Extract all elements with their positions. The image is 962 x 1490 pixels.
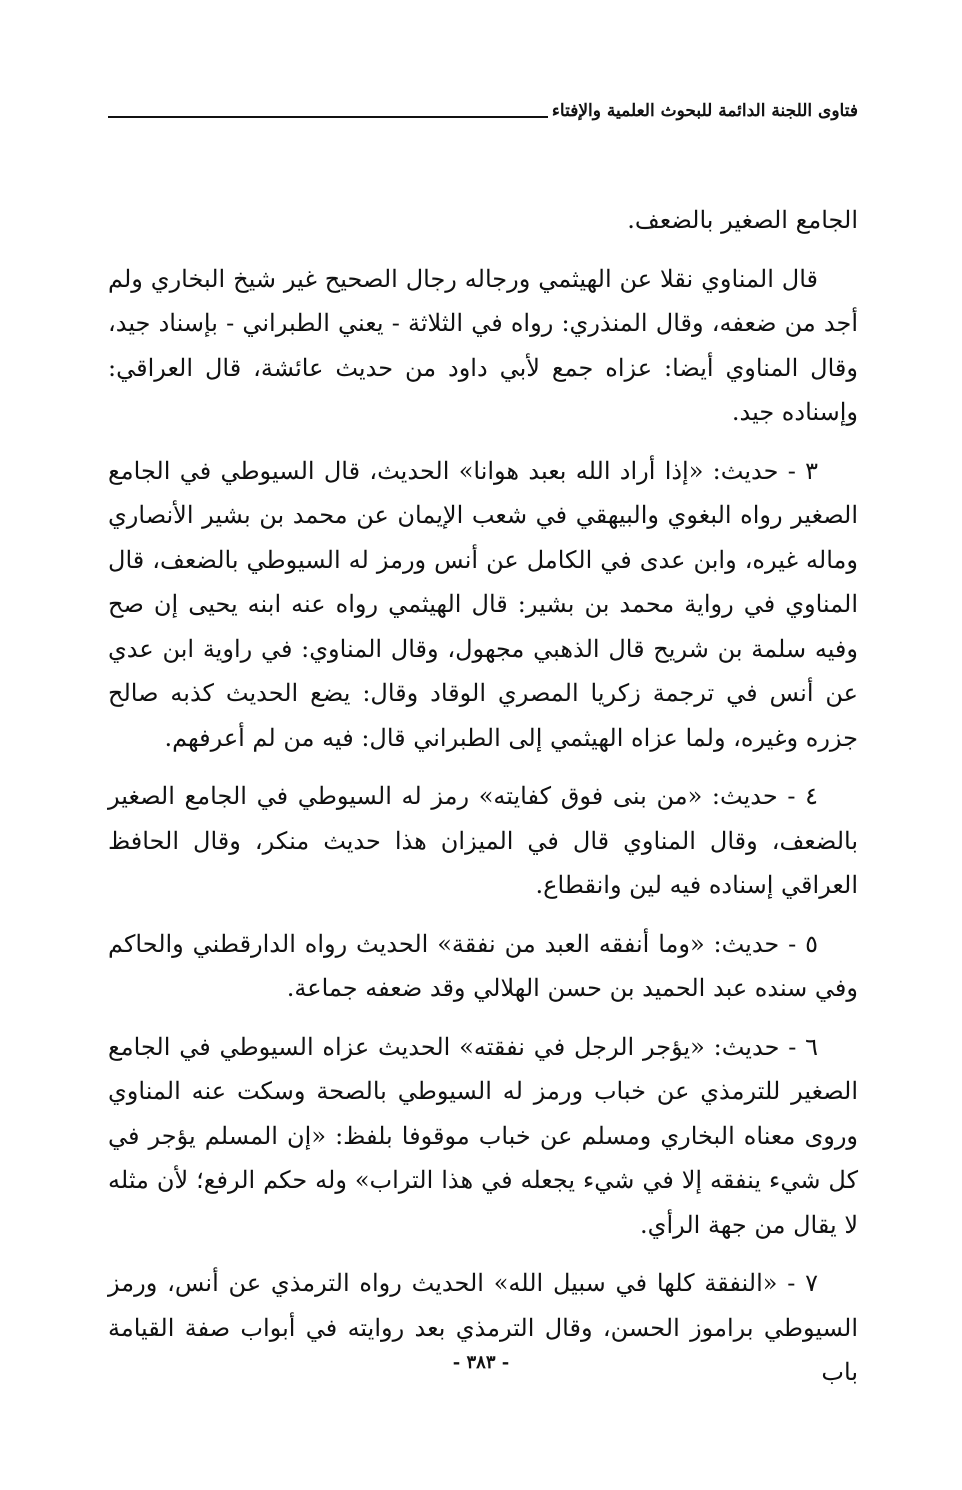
paragraph-hadith-4: ٤ - حديث: «من بنى فوق كفايته» رمز له السيوطي في الجامع الصغير بالضعف، وقال المناوي قال في الميزان هذا حديث منكر، وقال الحافظ العراقي إسناده فيه لين وانقطاع. [108,782,858,899]
running-header [108,92,858,126]
header-rule [108,116,548,118]
running-title: فتاوى اللجنة الدائمة للبحوث العلمية والإفتاء [551,101,858,121]
paragraph: قال المناوي نقلا عن الهيثمي ورجاله رجال الصحيح غير شيخ البخاري ولم أجد من ضعفه، وقال المنذري: رواه في الثلاثة - يعني الطبراني - بإسناد جيد، وقال المناوي أيضا: عزاه جمع لأبي داود من حديث عائشة، قال العراقي: وإسناده جيد. [108,264,858,426]
page-number: - ٣٨٣ - [452,1352,510,1373]
paragraph-continuation: الجامع الصغير بالضعف. [627,206,858,234]
paragraph-hadith-3: ٣ - حديث: «إذا أراد الله بعبد هوانا» الحديث، قال السيوطي في الجامع الصغير رواه البغوي والبيهقي في شعب الإيمان عن محمد بن بشير الأنصاري وماله غيره، وابن عدى في الكامل عن أنس ورمز له السيوطي بالضعف، قال المناوي في رواية محمد بن بشير: قال الهيثمي رواه عنه ابنه يحيى إن صح وفيه سلمة بن شريح قال الذهبي مجهول، وقال المناوي: في راوية ابن عدي عن أنس في ترجمة زكريا المصري الوقاد وقال: يضع الحديث كذبه صالح جزره وغيره، ولما عزاه الهيثمي إلى الطبراني قال: فيه من لم أعرفهم. [108,456,858,752]
body-text [108,198,858,1409]
paragraph-hadith-7: ٧ - «النفقة كلها في سبيل الله» الحديث رواه الترمذي عن أنس، ورمز السيوطي براموز الحسن، وقال الترمذي بعد روايته في أبواب صفة القيامة باب [108,1269,858,1386]
paragraph-hadith-5: ٥ - حديث: «وما أنفقه العبد من نفقة» الحديث رواه الدارقطني والحاكم وفي سنده عبد الحميد بن حسن الهلالي وقد ضعفه جماعة. [108,929,858,1002]
paragraph-hadith-6: ٦ - حديث: «يؤجر الرجل في نفقته» الحديث عزاه السيوطي في الجامع الصغير للترمذي عن خباب ورمز له السيوطي بالصحة وسكت عنه المناوي وروى معناه البخاري ومسلم عن خباب موقوفا بلفظ: «إن المسلم يؤجر في كل شيء ينفقه إلا في شيء يجعله في هذا التراب» وله حكم الرفع؛ لأن مثله لا يقال من جهة الرأي. [108,1032,858,1239]
